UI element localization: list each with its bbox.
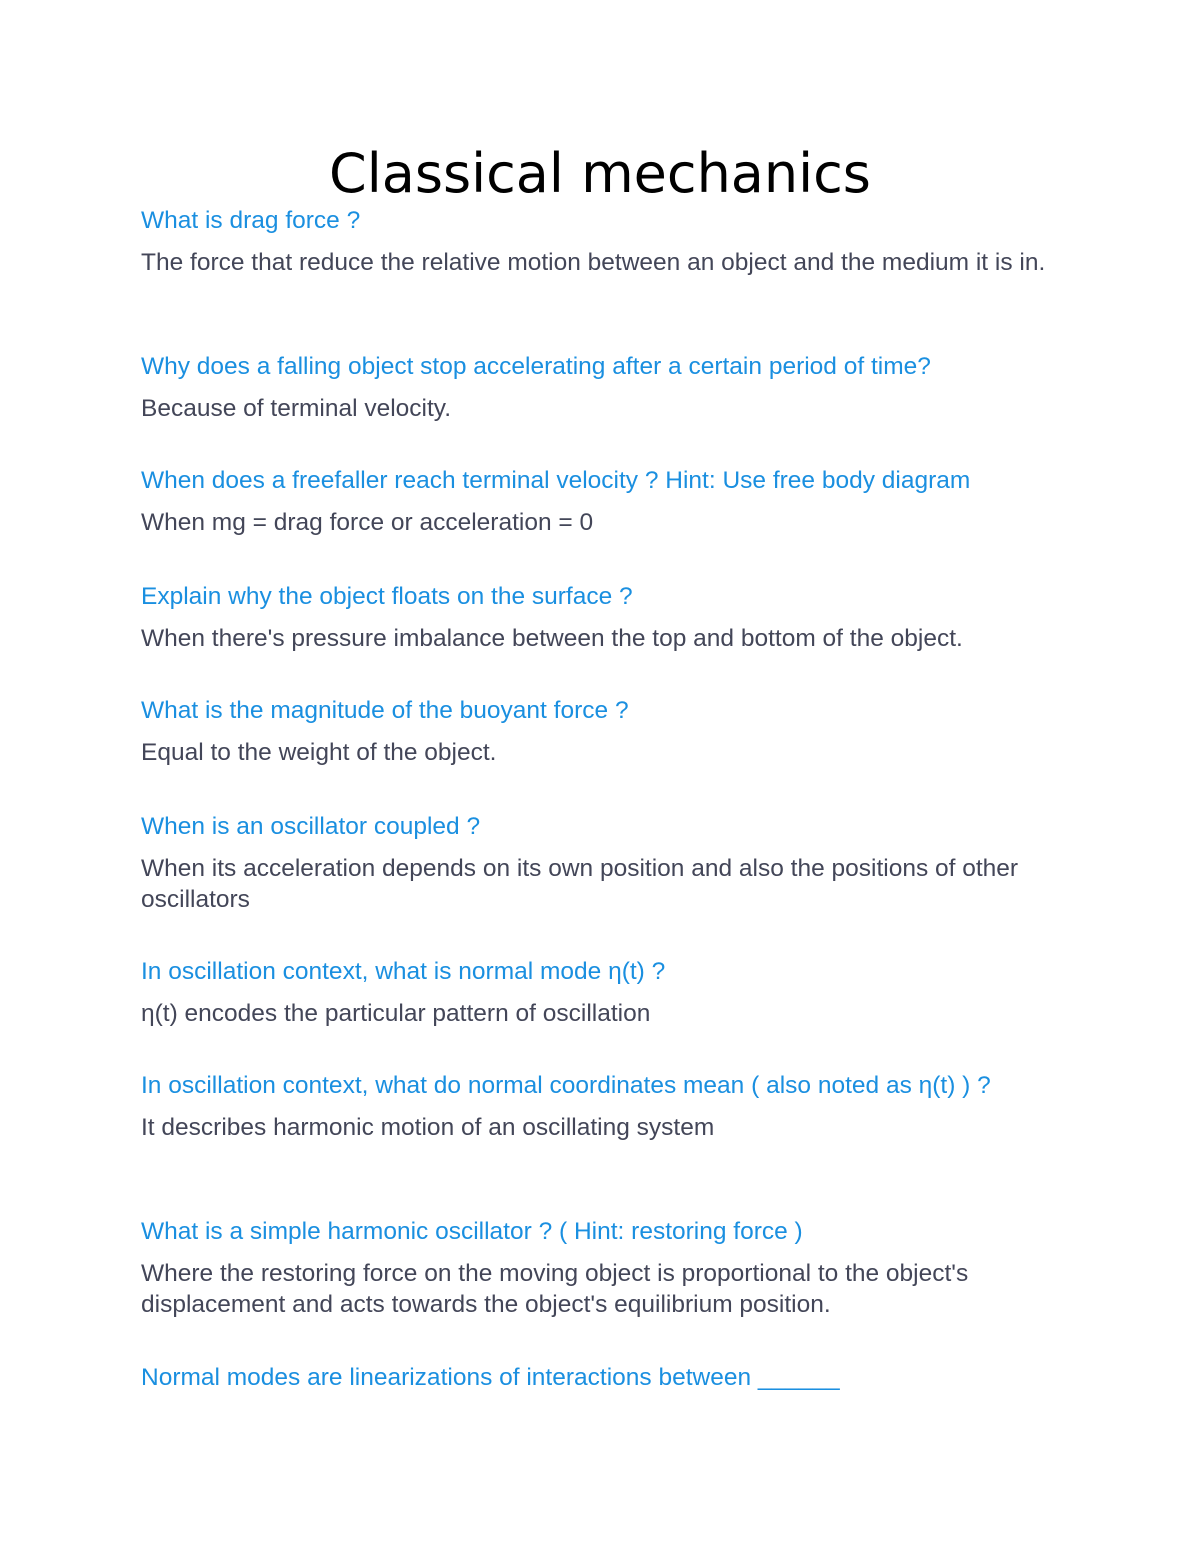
- question-text: What is drag force ?: [141, 207, 361, 234]
- question-text: In oscillation context, what is normal mode η(t) ?: [141, 958, 666, 985]
- qa-item: [141, 956, 1071, 1029]
- answer-text: When its acceleration depends on its own position and also the positions of other oscillators: [141, 855, 1019, 913]
- answer-text: Because of terminal velocity.: [141, 395, 452, 422]
- question-text: Why does a falling object stop accelerating after a certain period of time?: [141, 353, 931, 380]
- qa-item: [141, 205, 1071, 278]
- question-text: Normal modes are linearizations of interactions between ______: [141, 1364, 840, 1391]
- question-text: When does a freefaller reach terminal velocity ? Hint: Use free body diagram: [141, 467, 971, 494]
- answer-text: The force that reduce the relative motion between an object and the medium it is in.: [141, 249, 1046, 276]
- answer-text: It describes harmonic motion of an oscillating system: [141, 1114, 715, 1141]
- question-text: Explain why the object floats on the surface ?: [141, 583, 633, 610]
- qa-item: [141, 465, 1071, 538]
- qa-item: [141, 1362, 1071, 1393]
- qa-item: [141, 811, 1071, 915]
- qa-item: [141, 581, 1071, 654]
- question-text: What is the magnitude of the buoyant force ?: [141, 697, 629, 724]
- question-text: In oscillation context, what do normal coordinates mean ( also noted as η(t) ) ?: [141, 1072, 991, 1099]
- answer-text: Equal to the weight of the object.: [141, 739, 497, 766]
- answer-text: When there's pressure imbalance between the top and bottom of the object.: [141, 625, 963, 652]
- qa-item: [141, 1216, 1071, 1320]
- qa-item: [141, 1070, 1071, 1143]
- answer-text: η(t) encodes the particular pattern of oscillation: [141, 1000, 651, 1027]
- question-text: What is a simple harmonic oscillator ? ( Hint: restoring force ): [141, 1218, 803, 1245]
- answer-text: When mg = drag force or acceleration = 0: [141, 509, 594, 536]
- qa-item: [141, 351, 1071, 424]
- question-text: When is an oscillator coupled ?: [141, 813, 481, 840]
- qa-item: [141, 695, 1071, 768]
- answer-text: Where the restoring force on the moving object is proportional to the object's displacement and acts towards the object's equilibrium position.: [141, 1260, 969, 1318]
- page-title: Classical mechanics: [329, 142, 871, 205]
